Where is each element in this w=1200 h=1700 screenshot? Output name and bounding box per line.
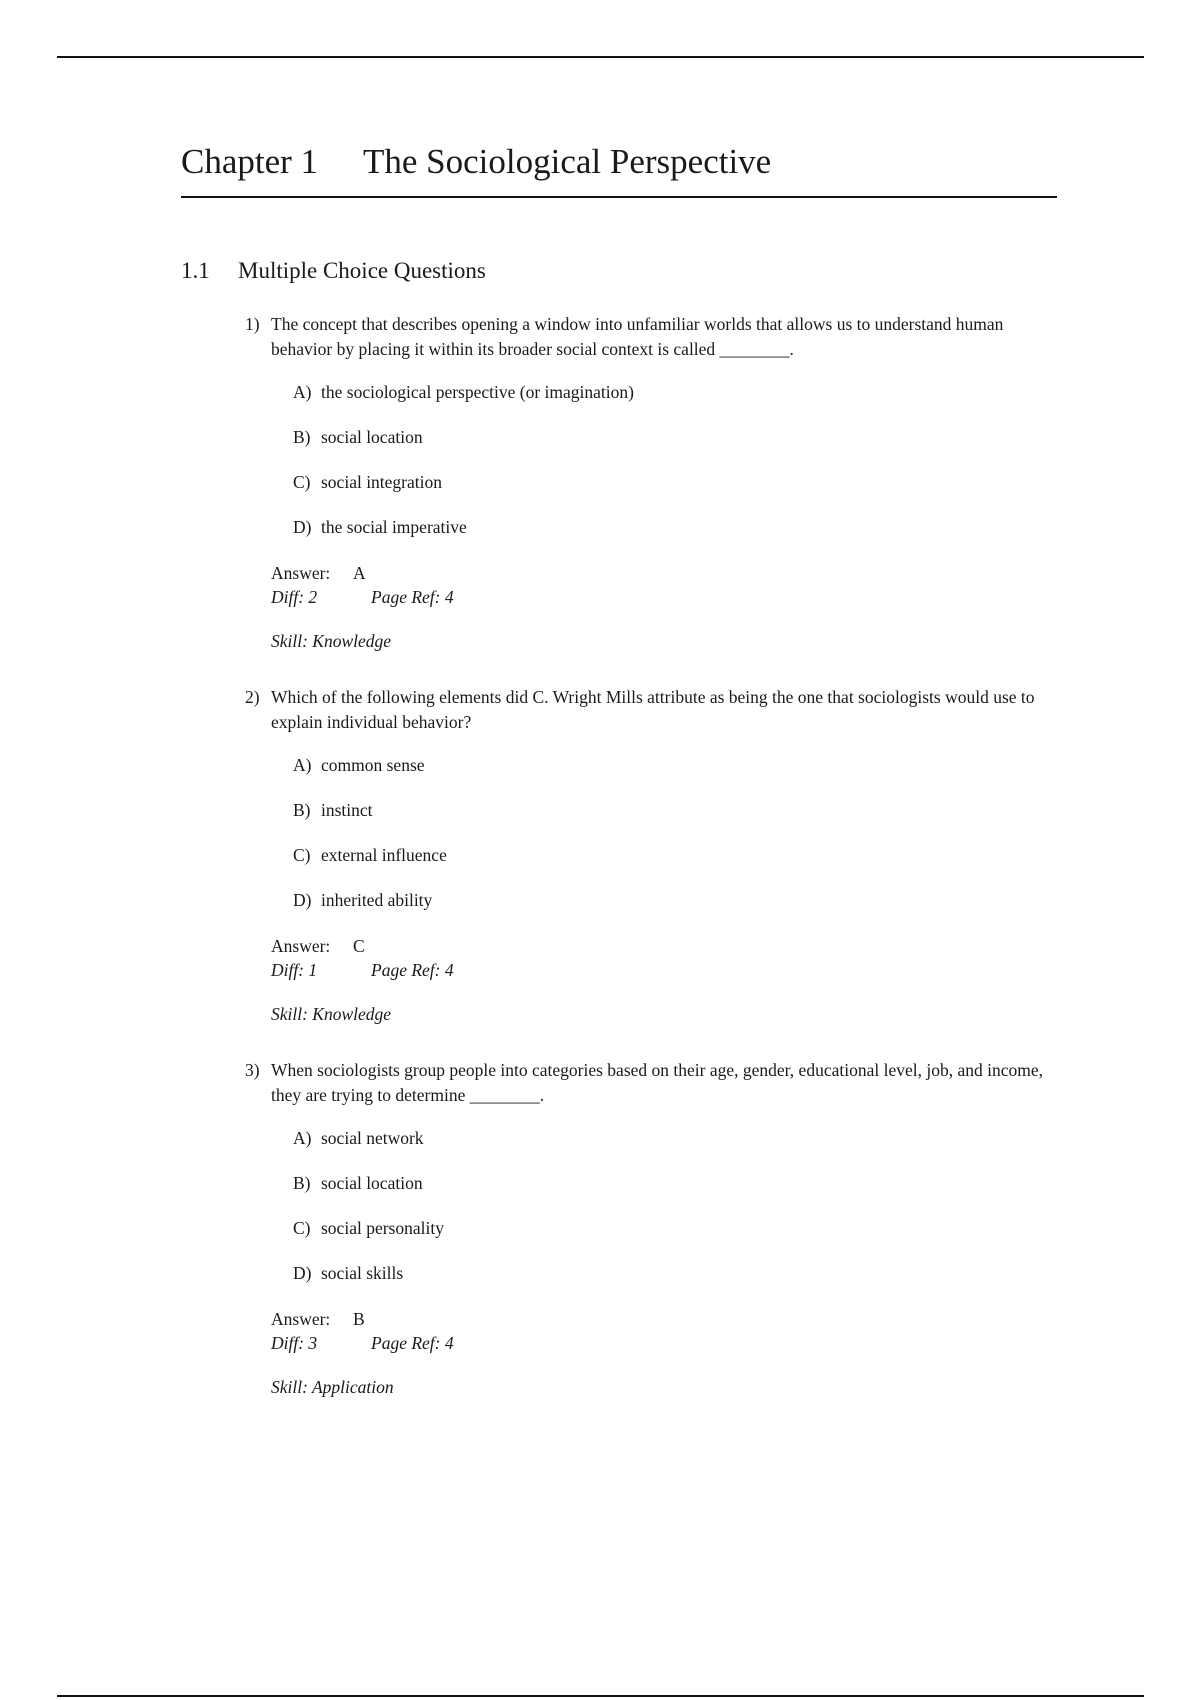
question-stem [245,1058,1060,1108]
answer-line [271,934,1060,958]
skill: Skill: Application [271,1377,394,1397]
option-letter: A) [293,382,312,402]
option-letter: D) [293,890,312,910]
options-list [293,380,1060,560]
question-stem [245,312,1060,362]
question-2 [245,685,1060,1026]
question-number: 1) [245,314,260,334]
question-text: When sociologists group people into categories based on their age, gender, educational level, job, and income, they are trying to determine ________. [271,1060,1043,1105]
question-1 [245,312,1060,653]
answer-block [271,561,1060,653]
answer-value: C [353,936,365,956]
option-text: inherited ability [321,890,433,910]
option-text: social personality [321,1218,444,1238]
options-list [293,753,1060,933]
option-a [293,380,1060,425]
answer-label: Answer: [271,936,331,956]
option-letter: C) [293,472,311,492]
difficulty: Diff: 1 [271,960,318,980]
answer-line [271,561,1060,585]
option-letter: B) [293,800,311,820]
option-text: the social imperative [321,517,467,537]
option-letter: A) [293,1128,312,1148]
meta-line [271,958,1060,982]
answer-value: B [353,1309,365,1329]
page-ref: Page Ref: 4 [371,587,454,607]
option-letter: C) [293,1218,311,1238]
answer-line [271,1307,1060,1331]
option-b [293,425,1060,470]
page-ref: Page Ref: 4 [371,960,454,980]
option-a [293,753,1060,798]
top-rule [57,56,1144,58]
options-list [293,1126,1060,1306]
option-d [293,1261,1060,1306]
meta-line [271,1331,1060,1355]
answer-block [271,934,1060,1026]
option-text: external influence [321,845,447,865]
answer-value: A [353,563,366,583]
option-letter: A) [293,755,312,775]
option-letter: B) [293,1173,311,1193]
difficulty: Diff: 2 [271,587,318,607]
skill: Skill: Knowledge [271,1004,392,1024]
answer-label: Answer: [271,563,331,583]
option-c [293,470,1060,515]
option-text: social skills [321,1263,404,1283]
option-text: the sociological perspective (or imagination) [321,382,634,402]
section-heading [181,258,486,284]
question-stem [245,685,1060,735]
bottom-rule [57,1695,1144,1697]
section-title: Multiple Choice Questions [238,258,486,283]
question-text: Which of the following elements did C. Wright Mills attribute as being the one that sociologists would use to explain individual behavior? [271,687,1035,732]
option-letter: D) [293,1263,312,1283]
question-number: 3) [245,1060,260,1080]
option-text: social location [321,427,423,447]
question-number: 2) [245,687,260,707]
chapter-rule [181,196,1057,198]
option-b [293,1171,1060,1216]
option-text: social network [321,1128,424,1148]
option-letter: D) [293,517,312,537]
option-d [293,515,1060,560]
answer-label: Answer: [271,1309,331,1329]
question-3 [245,1058,1060,1399]
option-c [293,843,1060,888]
option-d [293,888,1060,933]
chapter-number: Chapter 1 [181,142,319,181]
option-text: instinct [321,800,373,820]
option-text: common sense [321,755,425,775]
page-ref: Page Ref: 4 [371,1333,454,1353]
section-number: 1.1 [181,258,210,283]
question-text: The concept that describes opening a window into unfamiliar worlds that allows us to understand human behavior by placing it within its broader social context is called ________. [271,314,1004,359]
option-b [293,798,1060,843]
option-letter: C) [293,845,311,865]
meta-line [271,585,1060,609]
chapter-title: The Sociological Perspective [363,142,772,181]
chapter-heading [181,142,1057,182]
difficulty: Diff: 3 [271,1333,318,1353]
skill: Skill: Knowledge [271,631,392,651]
option-text: social location [321,1173,423,1193]
option-a [293,1126,1060,1171]
option-text: social integration [321,472,443,492]
answer-block [271,1307,1060,1399]
option-letter: B) [293,427,311,447]
option-c [293,1216,1060,1261]
